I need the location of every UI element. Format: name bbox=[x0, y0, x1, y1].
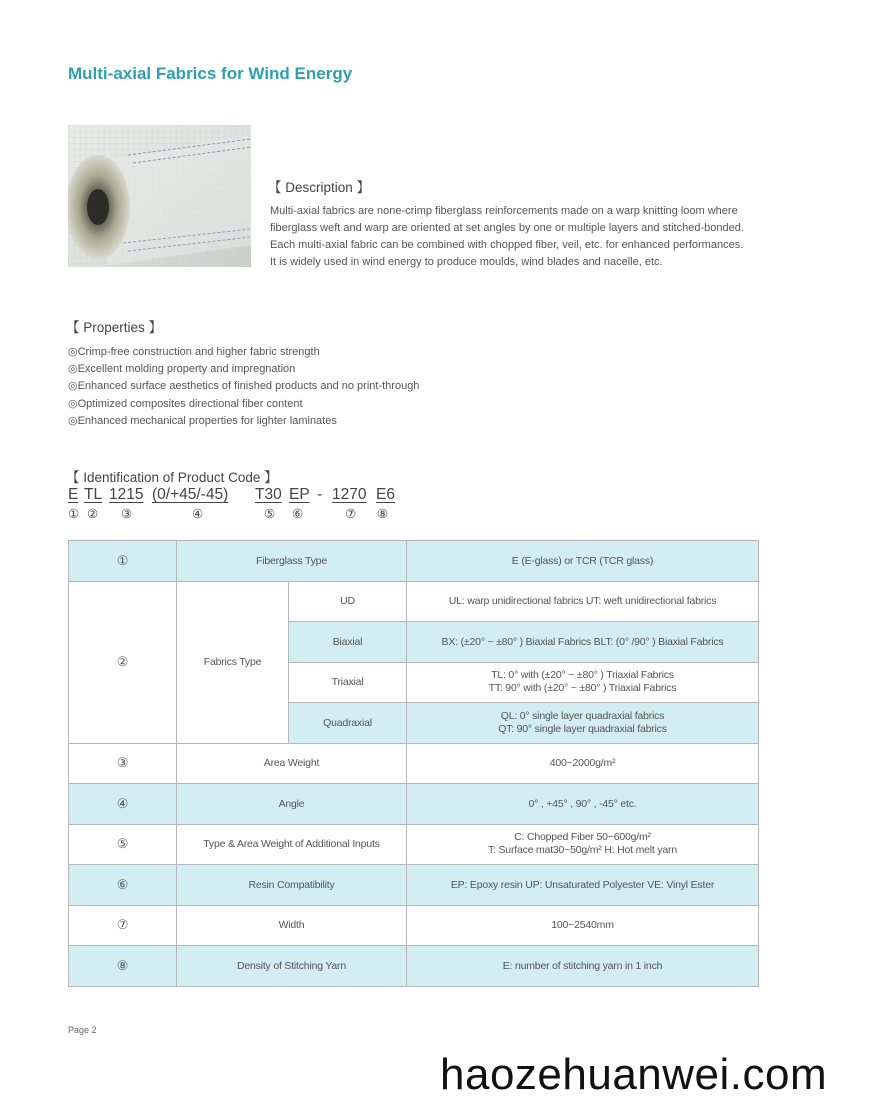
code-number: ③ bbox=[121, 507, 133, 521]
row-label: Angle bbox=[177, 784, 407, 825]
description-paragraph: It is widely used in wind energy to produce moulds, wind blades and nacelle, etc. bbox=[270, 256, 663, 268]
row-value bbox=[407, 824, 759, 865]
row-label: Resin Compatibility bbox=[177, 865, 407, 906]
code-number: ② bbox=[87, 507, 99, 521]
table-row bbox=[69, 946, 759, 987]
property-item: ◎Enhanced mechanical properties for lighter laminates bbox=[68, 414, 337, 427]
code-part-glass: E bbox=[68, 486, 79, 503]
property-item: ◎Crimp-free construction and higher fabric strength bbox=[68, 346, 320, 358]
code-part-fabric: TL bbox=[84, 486, 103, 503]
row-value: UL: warp unidirectional fabrics UT: weft unidirectional fabrics bbox=[407, 581, 759, 622]
value-line: TL: 0° with (±20° ~ ±80° ) Triaxial Fabrics bbox=[491, 669, 674, 682]
code-part-width: 1270 bbox=[332, 486, 367, 503]
row-number: ③ bbox=[69, 743, 177, 784]
row-value: 400~2000g/m² bbox=[407, 743, 759, 784]
row-label: Fiberglass Type bbox=[177, 541, 407, 582]
code-number: ⑤ bbox=[264, 507, 276, 521]
value-line: T: Surface mat30~50g/m² H: Hot melt yarn bbox=[488, 844, 677, 857]
sub-label: Triaxial bbox=[289, 662, 407, 703]
row-number: ⑤ bbox=[69, 824, 177, 865]
page-number: Page 2 bbox=[68, 1025, 97, 1035]
sub-label: Quadraxial bbox=[289, 703, 407, 744]
product-code-heading: 【 Identification of Product Code 】 bbox=[66, 470, 278, 485]
row-label: Width bbox=[177, 905, 407, 946]
row-number: ④ bbox=[69, 784, 177, 825]
row-value bbox=[407, 662, 759, 703]
code-part-weight: 1215 bbox=[109, 486, 144, 503]
sub-label: Biaxial bbox=[289, 622, 407, 663]
value-line: QT: 90° single layer quadraxial fabrics bbox=[498, 722, 667, 735]
description-paragraph: Multi-axial fabrics are none-crimp fiberglass reinforcements made on a warp knitting loom where fiberglass weft and warp are oriented at set angles by one or multiple layers and stitched-bonded. Each multi-axial fabric can be combined with chopped fiber, veil, etc. for enhanced performances. bbox=[270, 205, 744, 251]
value-line: C: Chopped Fiber 50~600g/m² bbox=[514, 831, 651, 844]
table-row bbox=[69, 865, 759, 906]
spec-table bbox=[68, 540, 759, 987]
table-row bbox=[69, 905, 759, 946]
row-label: Fabrics Type bbox=[177, 581, 289, 743]
sub-label: UD bbox=[289, 581, 407, 622]
table-row bbox=[69, 743, 759, 784]
code-number: ⑥ bbox=[292, 507, 304, 521]
code-part-stitching: E6 bbox=[376, 486, 395, 503]
row-label: Density of Stitching Yarn bbox=[177, 946, 407, 987]
table-row bbox=[69, 581, 759, 622]
value-line: TT: 90° with (±20° ~ ±80° ) Triaxial Fabrics bbox=[488, 682, 677, 695]
watermark-text: haozehuanwei.com bbox=[440, 1050, 828, 1099]
row-number: ① bbox=[69, 541, 177, 582]
table-row bbox=[69, 784, 759, 825]
row-value: BX: (±20° ~ ±80° ) Biaxial Fabrics BLT: (0° /90° ) Biaxial Fabrics bbox=[407, 622, 759, 663]
property-item: ◎Enhanced surface aesthetics of finished products and no print-through bbox=[68, 380, 420, 393]
row-value: 100~2540mm bbox=[407, 905, 759, 946]
page-title: Multi-axial Fabrics for Wind Energy bbox=[68, 64, 353, 83]
code-number: ① bbox=[68, 507, 80, 521]
row-value bbox=[407, 703, 759, 744]
code-number: ⑦ bbox=[345, 507, 357, 521]
description-heading: 【 Description 】 bbox=[268, 180, 371, 195]
value-line: QL: 0° single layer quadraxial fabrics bbox=[500, 709, 665, 722]
table-row bbox=[69, 541, 759, 582]
fabric-roll-photo bbox=[68, 125, 251, 267]
fabric-roll-image bbox=[68, 125, 251, 267]
properties-list bbox=[68, 344, 419, 430]
code-part-resin: EP bbox=[289, 486, 310, 503]
property-item: ◎Optimized composites directional fiber content bbox=[68, 397, 303, 410]
row-value: E: number of stitching yarn in 1 inch bbox=[407, 946, 759, 987]
code-number: ④ bbox=[192, 507, 204, 521]
property-item: ◎Excellent molding property and impregnation bbox=[68, 363, 296, 376]
code-part-separator: - bbox=[317, 486, 323, 503]
row-number: ⑦ bbox=[69, 905, 177, 946]
code-number: ⑧ bbox=[377, 507, 389, 521]
row-number: ⑧ bbox=[69, 946, 177, 987]
row-label: Area Weight bbox=[177, 743, 407, 784]
row-value: EP: Epoxy resin UP: Unsaturated Polyester VE: Vinyl Ester bbox=[407, 865, 759, 906]
description-text bbox=[270, 203, 770, 271]
row-number: ⑥ bbox=[69, 865, 177, 906]
properties-heading: 【 Properties 】 bbox=[66, 320, 163, 335]
row-label: Type & Area Weight of Additional Inputs bbox=[177, 824, 407, 865]
code-part-inputs: T30 bbox=[255, 486, 282, 503]
row-number: ② bbox=[69, 581, 177, 743]
code-part-angle: (0/+45/-45) bbox=[152, 486, 229, 503]
row-value: 0° , +45° , 90° , -45° etc. bbox=[407, 784, 759, 825]
row-value: E (E-glass) or TCR (TCR glass) bbox=[407, 541, 759, 582]
table-row bbox=[69, 824, 759, 865]
